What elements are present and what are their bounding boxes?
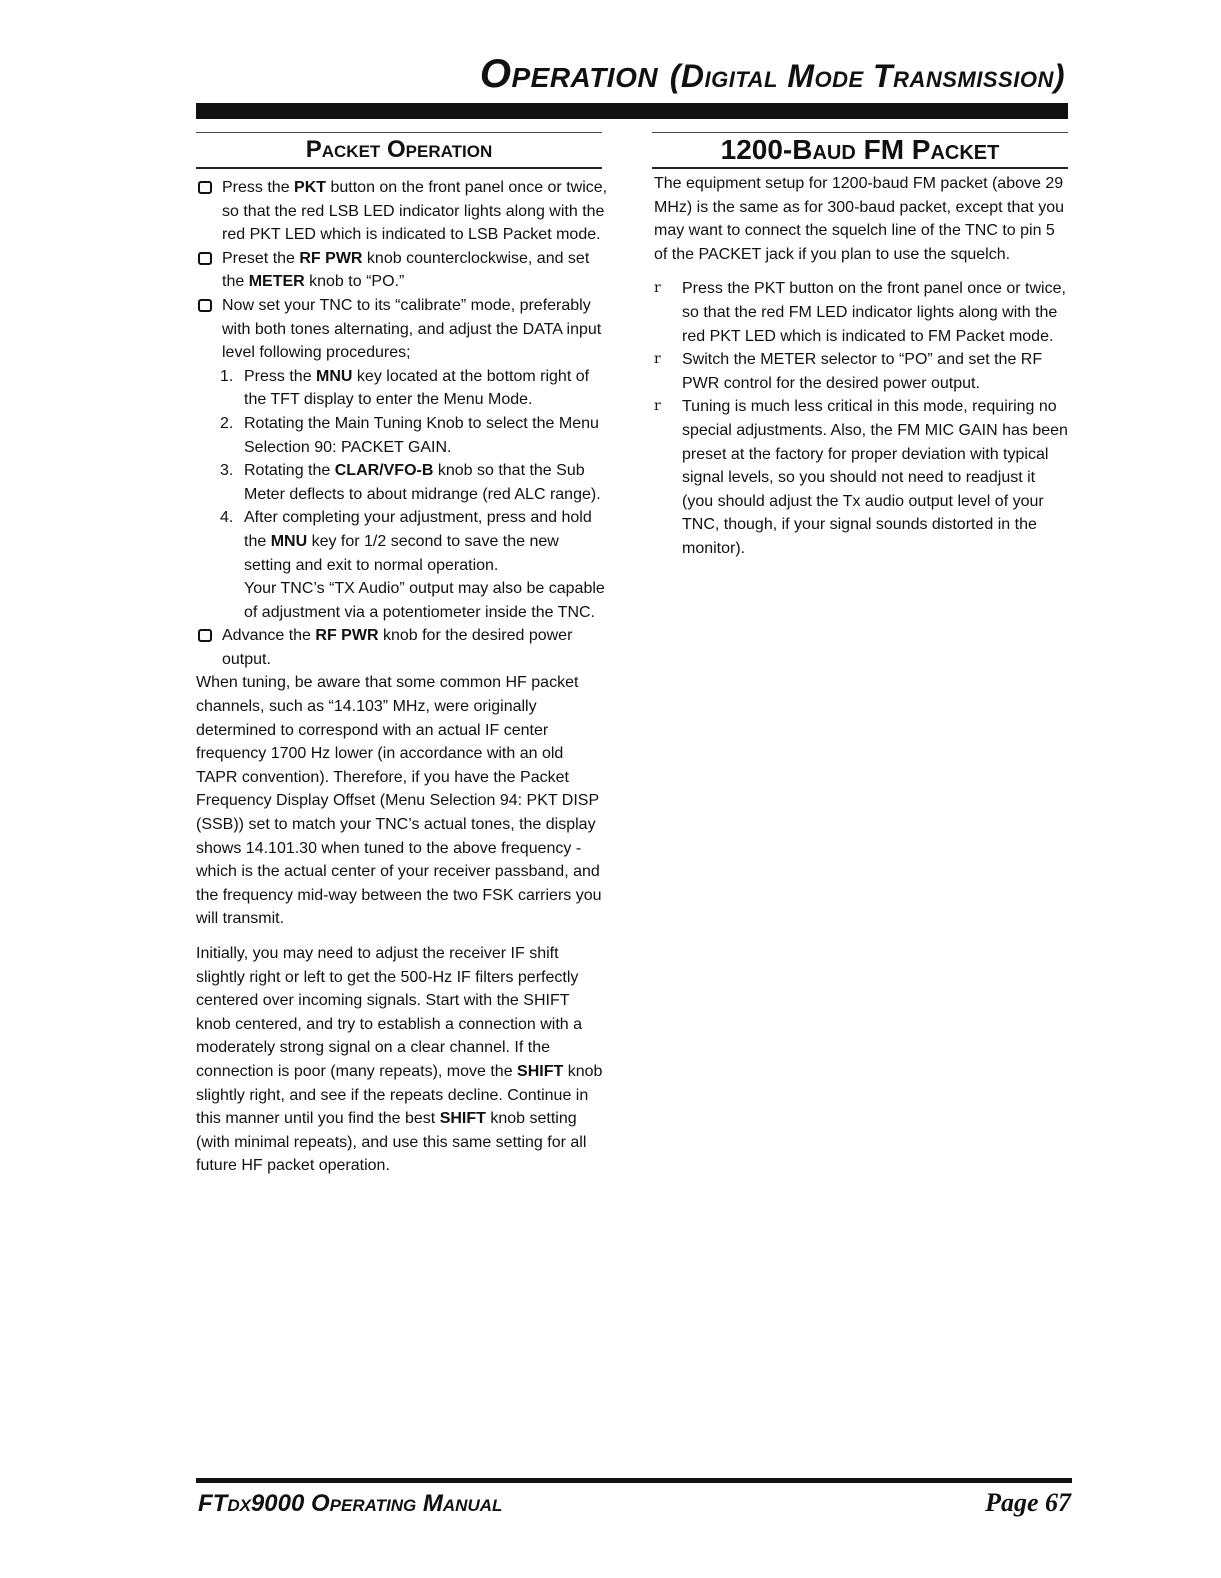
list-item: Now set your TNC to its “calibrate” mode, preferably with both tones alternating, and adjust the DATA input level following procedures; xyxy=(196,294,608,365)
checkbox-bullet-icon xyxy=(198,299,212,312)
list-item: Preset the RF PWR knob counterclockwise, and set the METER knob to “PO.” xyxy=(196,247,608,294)
numbered-step: 3. Rotating the CLAR/VFO-B knob so that the Sub Meter deflects to about midrange (red ALC range). xyxy=(220,462,601,503)
list-item: r Press the PKT button on the front panel once or twice, so that the red FM LED indicator lights along with the red PKT LED which is indicated to FM Packet mode. xyxy=(654,277,1068,348)
page-number: Page 67 xyxy=(985,1488,1071,1517)
left-column xyxy=(196,176,608,1178)
bullet-glyph-icon: r xyxy=(654,398,661,415)
page-title-subtitle: (Digital Mode Transmission) xyxy=(669,58,1065,94)
numbered-step: 4. After completing your adjustment, press and hold the MNU key for 1/2 second to save the new setting and exit to normal operation. xyxy=(220,509,592,574)
section-heading-packet-operation: Packet Operation xyxy=(196,132,602,169)
footer-rule xyxy=(196,1478,1072,1483)
right-column xyxy=(654,172,1068,561)
body-paragraph: When tuning, be aware that some common HF packet channels, such as “14.103” MHz, were originally determined to correspond with an actual IF center frequency 1700 Hz lower (in accordance with an old TAPR convention). Therefore, if you have the Packet Frequency Display Offset (Menu Selection 94: PKT DISP (SSB)) set to match your TNC’s actual tones, the display shows 14.101.30 when tuned to the above frequency - which is the actual center of your receiver passband, and the frequency mid-way between the two FSK carriers you will transmit. xyxy=(196,674,602,928)
bullet-glyph-icon: r xyxy=(654,280,661,297)
checkbox-bullet-icon xyxy=(198,629,212,642)
checkbox-bullet-icon xyxy=(198,181,212,194)
intro-paragraph: The equipment setup for 1200-baud FM packet (above 29 MHz) is the same as for 300-baud packet, except that you may want to connect the squelch line of the TNC to pin 5 of the PACKET jack if you plan to use the squelch. xyxy=(654,175,1064,263)
list-item: Press the PKT button on the front panel once or twice, so that the red LSB LED indicator lights along with the red PKT LED which is indicated to LSB Packet mode. xyxy=(196,176,608,247)
page-title xyxy=(480,52,1065,97)
list-item: Advance the RF PWR knob for the desired power output. xyxy=(196,624,608,671)
page-title-main: Operation xyxy=(479,52,659,96)
manual-title: FTdx9000 Operating Manual xyxy=(198,1490,503,1517)
list-item: r Switch the METER selector to “PO” and set the RF PWR control for the desired power output. xyxy=(654,348,1068,395)
body-paragraph: Initially, you may need to adjust the receiver IF shift slightly right or left to get the 500-Hz IF filters perfectly centered over incoming signals. Start with the SHIFT knob centered, and try to establish a connection with a moderately strong signal on a clear channel. If the connection is poor (many repeats), move the SHIFT knob slightly right, and see if the repeats decline. Continue in this manner until you find the best SHIFT knob setting (with minimal repeats), and use this same setting for all future HF packet operation. xyxy=(196,945,603,1175)
header-rule xyxy=(196,103,1068,119)
checkbox-bullet-icon xyxy=(198,252,212,265)
step-note: Your TNC’s “TX Audio” output may also be capable of adjustment via a potentiometer inside the TNC. xyxy=(244,580,605,621)
section-heading-1200-baud: 1200-Baud FM Packet xyxy=(652,132,1068,169)
list-item: r Tuning is much less critical in this mode, requiring no special adjustments. Also, the FM MIC GAIN has been preset at the factory for proper deviation with typical signal levels, so you should not need to readjust it (you should adjust the Tx audio output level of your TNC, though, if your signal sounds distorted in the monitor). xyxy=(654,395,1068,560)
numbered-step: 2. Rotating the Main Tuning Knob to select the Menu Selection 90: PACKET GAIN. xyxy=(220,414,599,456)
bullet-glyph-icon: r xyxy=(654,351,661,368)
numbered-step: 1. Press the MNU key located at the bottom right of the TFT display to enter the Menu Mode. xyxy=(220,367,590,409)
